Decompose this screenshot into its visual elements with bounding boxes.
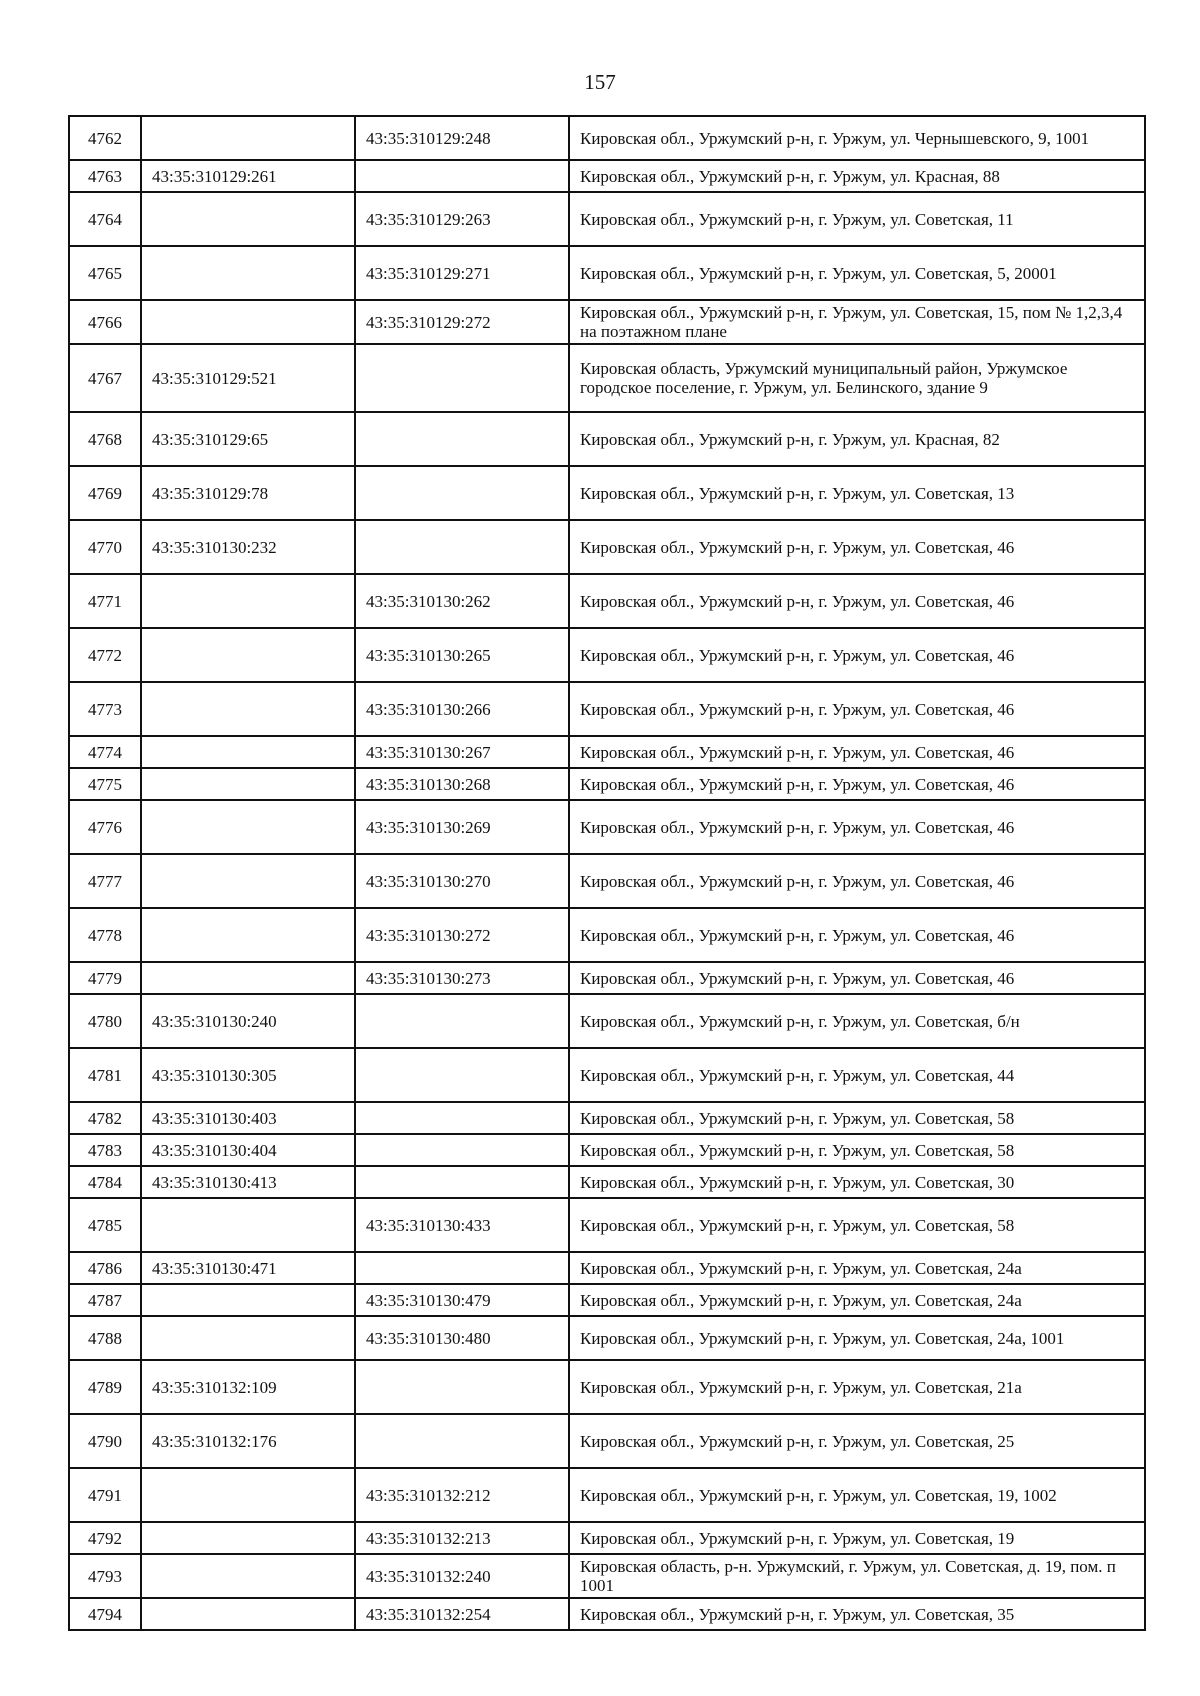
building-cadastral-number-cell: 43:35:310132:240 (355, 1554, 569, 1598)
row-number-cell: 4771 (69, 574, 141, 628)
building-cadastral-number-cell: 43:35:310130:268 (355, 768, 569, 800)
table-row (69, 854, 1145, 908)
table-row (69, 800, 1145, 854)
row-number-cell: 4775 (69, 768, 141, 800)
land-cadastral-number-cell: 43:35:310130:413 (141, 1166, 355, 1198)
building-cadastral-number-cell: 43:35:310132:213 (355, 1522, 569, 1554)
row-number-cell: 4788 (69, 1316, 141, 1360)
row-number-cell: 4790 (69, 1414, 141, 1468)
row-number-cell: 4791 (69, 1468, 141, 1522)
row-number-cell: 4772 (69, 628, 141, 682)
table-row (69, 412, 1145, 466)
row-number-cell: 4763 (69, 160, 141, 192)
address-cell: Кировская обл., Уржумский р-н, г. Уржум, ул. Чернышевского, 9, 1001 (569, 116, 1145, 160)
building-cadastral-number-cell (355, 344, 569, 412)
registry-table (68, 115, 1146, 1631)
building-cadastral-number-cell: 43:35:310129:248 (355, 116, 569, 160)
table-row (69, 116, 1145, 160)
table-row (69, 1048, 1145, 1102)
address-cell: Кировская обл., Уржумский р-н, г. Уржум, ул. Советская, 46 (569, 574, 1145, 628)
address-cell: Кировская обл., Уржумский р-н, г. Уржум, ул. Советская, 24а, 1001 (569, 1316, 1145, 1360)
address-cell: Кировская обл., Уржумский р-н, г. Уржум, ул. Советская, 46 (569, 962, 1145, 994)
land-cadastral-number-cell (141, 246, 355, 300)
row-number-cell: 4774 (69, 736, 141, 768)
table-row (69, 1102, 1145, 1134)
row-number-cell: 4786 (69, 1252, 141, 1284)
building-cadastral-number-cell (355, 412, 569, 466)
table-row (69, 246, 1145, 300)
building-cadastral-number-cell: 43:35:310130:433 (355, 1198, 569, 1252)
row-number-cell: 4781 (69, 1048, 141, 1102)
table-row (69, 1522, 1145, 1554)
land-cadastral-number-cell: 43:35:310130:404 (141, 1134, 355, 1166)
building-cadastral-number-cell: 43:35:310130:262 (355, 574, 569, 628)
table-row (69, 908, 1145, 962)
row-number-cell: 4777 (69, 854, 141, 908)
table-row (69, 682, 1145, 736)
address-cell: Кировская область, р-н. Уржумский, г. Уржум, ул. Советская, д. 19, пом. п 1001 (569, 1554, 1145, 1598)
address-cell: Кировская обл., Уржумский р-н, г. Уржум, ул. Советская, 19 (569, 1522, 1145, 1554)
address-cell: Кировская обл., Уржумский р-н, г. Уржум, ул. Советская, 5, 20001 (569, 246, 1145, 300)
land-cadastral-number-cell: 43:35:310130:232 (141, 520, 355, 574)
table-row (69, 628, 1145, 682)
land-cadastral-number-cell (141, 800, 355, 854)
land-cadastral-number-cell: 43:35:310129:78 (141, 466, 355, 520)
table-row (69, 1252, 1145, 1284)
building-cadastral-number-cell (355, 1102, 569, 1134)
building-cadastral-number-cell (355, 1414, 569, 1468)
table-row (69, 736, 1145, 768)
address-cell: Кировская обл., Уржумский р-н, г. Уржум, ул. Советская, 24а (569, 1252, 1145, 1284)
land-cadastral-number-cell: 43:35:310129:261 (141, 160, 355, 192)
land-cadastral-number-cell: 43:35:310130:471 (141, 1252, 355, 1284)
building-cadastral-number-cell: 43:35:310132:254 (355, 1598, 569, 1630)
building-cadastral-number-cell: 43:35:310130:266 (355, 682, 569, 736)
building-cadastral-number-cell (355, 1360, 569, 1414)
address-cell: Кировская обл., Уржумский р-н, г. Уржум, ул. Советская, 21а (569, 1360, 1145, 1414)
address-cell: Кировская обл., Уржумский р-н, г. Уржум, ул. Советская, б/н (569, 994, 1145, 1048)
row-number-cell: 4765 (69, 246, 141, 300)
land-cadastral-number-cell (141, 300, 355, 344)
row-number-cell: 4784 (69, 1166, 141, 1198)
land-cadastral-number-cell: 43:35:310130:403 (141, 1102, 355, 1134)
land-cadastral-number-cell (141, 768, 355, 800)
row-number-cell: 4768 (69, 412, 141, 466)
building-cadastral-number-cell: 43:35:310130:479 (355, 1284, 569, 1316)
land-cadastral-number-cell: 43:35:310132:176 (141, 1414, 355, 1468)
address-cell: Кировская обл., Уржумский р-н, г. Уржум, ул. Советская, 30 (569, 1166, 1145, 1198)
land-cadastral-number-cell: 43:35:310129:521 (141, 344, 355, 412)
building-cadastral-number-cell: 43:35:310129:271 (355, 246, 569, 300)
land-cadastral-number-cell: 43:35:310132:109 (141, 1360, 355, 1414)
address-cell: Кировская обл., Уржумский р-н, г. Уржум, ул. Советская, 35 (569, 1598, 1145, 1630)
building-cadastral-number-cell: 43:35:310130:269 (355, 800, 569, 854)
address-cell: Кировская обл., Уржумский р-н, г. Уржум, ул. Советская, 46 (569, 768, 1145, 800)
address-cell: Кировская обл., Уржумский р-н, г. Уржум, ул. Советская, 11 (569, 192, 1145, 246)
table-row (69, 300, 1145, 344)
land-cadastral-number-cell (141, 854, 355, 908)
building-cadastral-number-cell: 43:35:310129:263 (355, 192, 569, 246)
land-cadastral-number-cell (141, 116, 355, 160)
land-cadastral-number-cell: 43:35:310130:305 (141, 1048, 355, 1102)
land-cadastral-number-cell (141, 1198, 355, 1252)
land-cadastral-number-cell (141, 908, 355, 962)
row-number-cell: 4778 (69, 908, 141, 962)
row-number-cell: 4766 (69, 300, 141, 344)
row-number-cell: 4787 (69, 1284, 141, 1316)
row-number-cell: 4776 (69, 800, 141, 854)
table-row (69, 1414, 1145, 1468)
table-row (69, 1134, 1145, 1166)
address-cell: Кировская обл., Уржумский р-н, г. Уржум, ул. Советская, 24а (569, 1284, 1145, 1316)
building-cadastral-number-cell: 43:35:310130:267 (355, 736, 569, 768)
row-number-cell: 4789 (69, 1360, 141, 1414)
address-cell: Кировская обл., Уржумский р-н, г. Уржум, ул. Красная, 88 (569, 160, 1145, 192)
row-number-cell: 4764 (69, 192, 141, 246)
address-cell: Кировская обл., Уржумский р-н, г. Уржум, ул. Советская, 46 (569, 908, 1145, 962)
row-number-cell: 4767 (69, 344, 141, 412)
row-number-cell: 4785 (69, 1198, 141, 1252)
land-cadastral-number-cell (141, 682, 355, 736)
land-cadastral-number-cell (141, 1554, 355, 1598)
table-row (69, 192, 1145, 246)
address-cell: Кировская обл., Уржумский р-н, г. Уржум, ул. Советская, 19, 1002 (569, 1468, 1145, 1522)
table-row (69, 1316, 1145, 1360)
address-cell: Кировская обл., Уржумский р-н, г. Уржум, ул. Советская, 15, пом № 1,2,3,4 на поэтажном плане (569, 300, 1145, 344)
row-number-cell: 4793 (69, 1554, 141, 1598)
land-cadastral-number-cell (141, 574, 355, 628)
building-cadastral-number-cell: 43:35:310132:212 (355, 1468, 569, 1522)
table-row (69, 344, 1145, 412)
table-row (69, 160, 1145, 192)
building-cadastral-number-cell (355, 1166, 569, 1198)
row-number-cell: 4770 (69, 520, 141, 574)
row-number-cell: 4792 (69, 1522, 141, 1554)
land-cadastral-number-cell: 43:35:310129:65 (141, 412, 355, 466)
table-row (69, 520, 1145, 574)
table-row (69, 962, 1145, 994)
address-cell: Кировская обл., Уржумский р-н, г. Уржум, ул. Советская, 46 (569, 628, 1145, 682)
address-cell: Кировская обл., Уржумский р-н, г. Уржум, ул. Советская, 46 (569, 736, 1145, 768)
building-cadastral-number-cell (355, 1252, 569, 1284)
table-row (69, 574, 1145, 628)
address-cell: Кировская обл., Уржумский р-н, г. Уржум, ул. Советская, 46 (569, 854, 1145, 908)
address-cell: Кировская обл., Уржумский р-н, г. Уржум, ул. Советская, 44 (569, 1048, 1145, 1102)
address-cell: Кировская обл., Уржумский р-н, г. Уржум, ул. Советская, 58 (569, 1134, 1145, 1166)
row-number-cell: 4762 (69, 116, 141, 160)
building-cadastral-number-cell (355, 994, 569, 1048)
table-row (69, 1468, 1145, 1522)
table-row (69, 1166, 1145, 1198)
table-row (69, 994, 1145, 1048)
row-number-cell: 4782 (69, 1102, 141, 1134)
table-row (69, 1554, 1145, 1598)
address-cell: Кировская обл., Уржумский р-н, г. Уржум, ул. Советская, 58 (569, 1102, 1145, 1134)
table-row (69, 1598, 1145, 1630)
building-cadastral-number-cell (355, 1134, 569, 1166)
table-row (69, 1360, 1145, 1414)
table-row (69, 1284, 1145, 1316)
row-number-cell: 4779 (69, 962, 141, 994)
building-cadastral-number-cell (355, 466, 569, 520)
land-cadastral-number-cell (141, 962, 355, 994)
land-cadastral-number-cell (141, 736, 355, 768)
land-cadastral-number-cell: 43:35:310130:240 (141, 994, 355, 1048)
address-cell: Кировская обл., Уржумский р-н, г. Уржум, ул. Советская, 46 (569, 800, 1145, 854)
row-number-cell: 4794 (69, 1598, 141, 1630)
table-row (69, 466, 1145, 520)
land-cadastral-number-cell (141, 1468, 355, 1522)
land-cadastral-number-cell (141, 1316, 355, 1360)
building-cadastral-number-cell: 43:35:310130:270 (355, 854, 569, 908)
row-number-cell: 4783 (69, 1134, 141, 1166)
address-cell: Кировская обл., Уржумский р-н, г. Уржум, ул. Советская, 13 (569, 466, 1145, 520)
page-number: 157 (584, 70, 616, 94)
row-number-cell: 4780 (69, 994, 141, 1048)
building-cadastral-number-cell: 43:35:310130:273 (355, 962, 569, 994)
address-cell: Кировская обл., Уржумский р-н, г. Уржум, ул. Советская, 46 (569, 520, 1145, 574)
row-number-cell: 4773 (69, 682, 141, 736)
land-cadastral-number-cell (141, 1598, 355, 1630)
building-cadastral-number-cell: 43:35:310129:272 (355, 300, 569, 344)
address-cell: Кировская обл., Уржумский р-н, г. Уржум, ул. Красная, 82 (569, 412, 1145, 466)
building-cadastral-number-cell (355, 520, 569, 574)
address-cell: Кировская обл., Уржумский р-н, г. Уржум, ул. Советская, 58 (569, 1198, 1145, 1252)
address-cell: Кировская обл., Уржумский р-н, г. Уржум, ул. Советская, 25 (569, 1414, 1145, 1468)
row-number-cell: 4769 (69, 466, 141, 520)
building-cadastral-number-cell: 43:35:310130:272 (355, 908, 569, 962)
building-cadastral-number-cell: 43:35:310130:265 (355, 628, 569, 682)
building-cadastral-number-cell (355, 160, 569, 192)
land-cadastral-number-cell (141, 628, 355, 682)
table-row (69, 768, 1145, 800)
land-cadastral-number-cell (141, 1284, 355, 1316)
building-cadastral-number-cell: 43:35:310130:480 (355, 1316, 569, 1360)
address-cell: Кировская область, Уржумский муниципальный район, Уржумское городское поселение, г. Уржум, ул. Белинского, здание 9 (569, 344, 1145, 412)
table-row (69, 1198, 1145, 1252)
address-cell: Кировская обл., Уржумский р-н, г. Уржум, ул. Советская, 46 (569, 682, 1145, 736)
registry-table-body (69, 116, 1145, 1630)
building-cadastral-number-cell (355, 1048, 569, 1102)
land-cadastral-number-cell (141, 192, 355, 246)
land-cadastral-number-cell (141, 1522, 355, 1554)
